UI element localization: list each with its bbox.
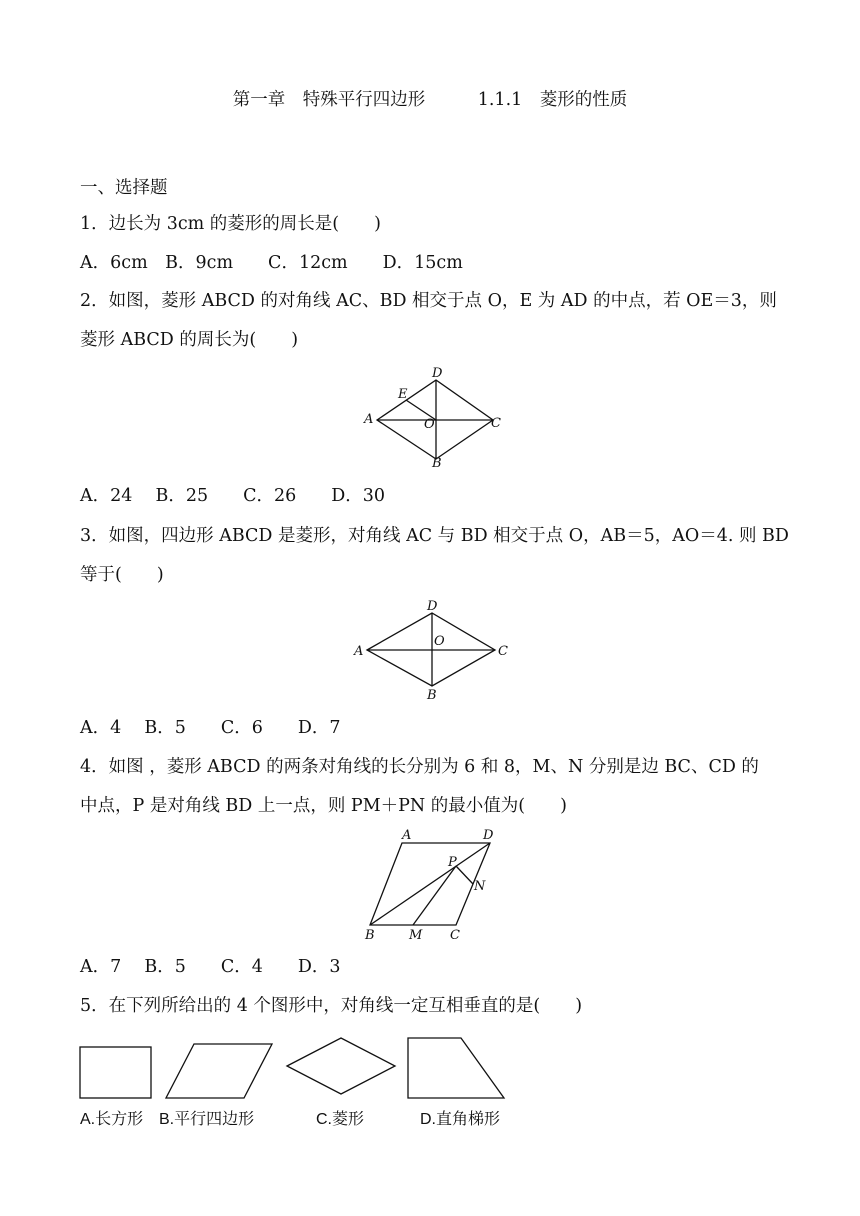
shape-label-right-trapezoid: D.直角梯形	[420, 1111, 501, 1128]
label-a: A	[354, 644, 364, 659]
label-c: C	[491, 416, 501, 431]
question-3-stem-line1: 3．如图，四边形 ABCD 是菱形，对角线 AC 与 BD 相交于点 O，AB＝5，AO＝4. 则 BD	[80, 526, 789, 546]
question-2-stem-line2: 菱形 ABCD 的周长为( )	[80, 330, 299, 350]
diagonal-bd	[370, 843, 490, 925]
question-1-stem: 1．边长为 3cm 的菱形的周长是( )	[80, 214, 381, 234]
shape-label-rhombus: C.菱形	[316, 1111, 365, 1128]
label-a: A	[402, 828, 412, 843]
label-d: D	[483, 828, 494, 843]
label-c: C	[498, 644, 508, 659]
question-2-options: A．24 B．25 C．26 D．30	[80, 486, 386, 506]
shape-label-parallelogram: B.平行四边形	[159, 1111, 255, 1128]
label-p: P	[448, 855, 457, 870]
question-4-options: A．7 B．5 C．4 D．3	[80, 957, 341, 977]
section-heading: 一、选择题	[80, 178, 168, 198]
question-5-shapes	[70, 1030, 530, 1105]
question-2-stem-line1: 2．如图，菱形 ABCD 的对角线 AC、BD 相交于点 O，E 为 AD 的中点，若 OE＝3，则	[80, 291, 777, 311]
label-o: O	[434, 634, 445, 649]
label-n: N	[474, 879, 486, 894]
question-2-figure	[360, 366, 510, 470]
label-b: B	[432, 456, 442, 471]
page-title: 第一章 特殊平行四边形 1.1.1 菱形的性质	[232, 90, 628, 110]
question-3-options: A．4 B．5 C．6 D．7	[80, 718, 341, 738]
rectangle-shape	[80, 1047, 151, 1098]
label-o: O	[424, 417, 435, 432]
question-5-stem: 5．在下列所给出的 4 个图形中，对角线一定互相垂直的是( )	[80, 996, 583, 1016]
question-3-stem-line2: 等于( )	[80, 565, 164, 585]
question-1-options: A．6cm B．9cm C．12cm D．15cm	[80, 253, 463, 273]
shape-label-rectangle: A.长方形	[80, 1111, 144, 1128]
segment-pm	[413, 866, 456, 925]
label-a: A	[364, 412, 374, 427]
label-m: M	[409, 928, 423, 943]
question-3-figure	[350, 598, 520, 702]
label-d: D	[427, 599, 438, 614]
label-c: C	[450, 928, 460, 943]
right-trapezoid-shape	[408, 1038, 504, 1098]
question-4-figure	[360, 826, 510, 946]
question-4-stem-line2: 中点，P 是对角线 BD 上一点，则 PM＋PN 的最小值为( )	[80, 796, 567, 816]
label-b: B	[427, 688, 437, 703]
rhombus-shape	[287, 1038, 395, 1094]
label-d: D	[432, 366, 443, 381]
question-4-stem-line1: 4．如图 ，菱形 ABCD 的两条对角线的长分别为 6 和 8，M、N 分别是边 BC、CD 的	[80, 757, 759, 777]
segment-pn	[456, 866, 473, 884]
label-b: B	[365, 928, 375, 943]
parallelogram-shape	[166, 1044, 272, 1098]
label-e: E	[398, 387, 408, 402]
